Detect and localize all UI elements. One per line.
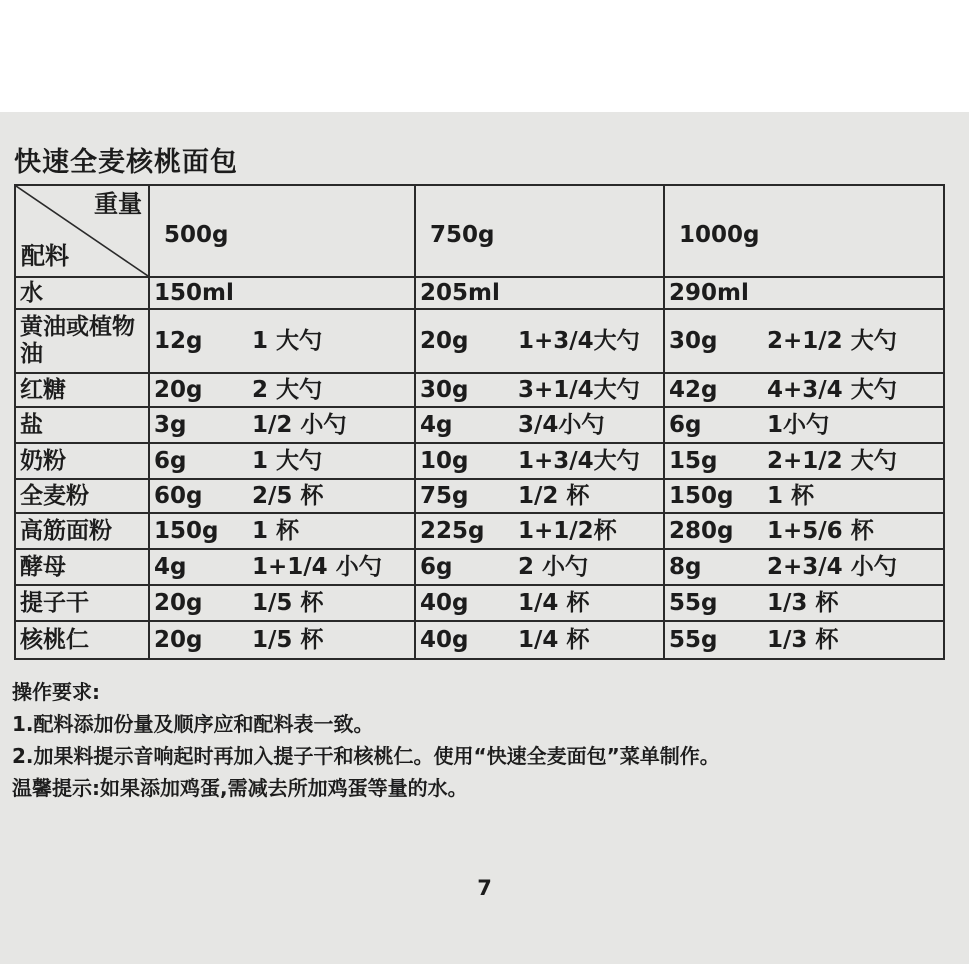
measure: 2+1/2 大勺 bbox=[767, 447, 897, 474]
table-row bbox=[15, 443, 944, 479]
measure: 1 杯 bbox=[252, 517, 300, 544]
amount: 20g bbox=[154, 626, 203, 653]
amount-cell-500g bbox=[149, 479, 415, 513]
measure: 2+3/4 小勺 bbox=[767, 553, 897, 580]
measure: 3/4小勺 bbox=[518, 411, 605, 438]
amount-cell-500g bbox=[149, 373, 415, 407]
measure: 1 大勺 bbox=[252, 327, 323, 354]
amount-cell-1000g bbox=[664, 585, 944, 621]
size-header-1000g: 1000g bbox=[664, 185, 944, 277]
table-row bbox=[15, 549, 944, 585]
measure: 1 杯 bbox=[767, 482, 815, 509]
measure: 2 小勺 bbox=[518, 553, 589, 580]
amount: 40g bbox=[420, 626, 469, 653]
amount-cell-1000g bbox=[664, 277, 944, 309]
amount: 20g bbox=[154, 376, 203, 403]
page-number: 7 bbox=[477, 876, 492, 900]
amount: 4g bbox=[154, 553, 187, 580]
amount-cell-1000g bbox=[664, 407, 944, 443]
ingredient-cell: 奶粉 bbox=[15, 443, 149, 479]
measure: 1+3/4大勺 bbox=[518, 327, 640, 354]
ingredient-cell: 提子干 bbox=[15, 585, 149, 621]
amount-cell-1000g bbox=[664, 479, 944, 513]
measure: 2+1/2 大勺 bbox=[767, 327, 897, 354]
amount-cell-750g bbox=[415, 479, 664, 513]
measure: 1/3 杯 bbox=[767, 589, 839, 616]
measure: 1/4 杯 bbox=[518, 626, 590, 653]
table-row bbox=[15, 513, 944, 549]
amount-cell-1000g bbox=[664, 373, 944, 407]
amount: 225g bbox=[420, 517, 485, 544]
table-row bbox=[15, 277, 944, 309]
amount: 4g bbox=[420, 411, 453, 438]
amount-cell-750g bbox=[415, 407, 664, 443]
amount-cell-750g bbox=[415, 309, 664, 373]
size-header-500g: 500g bbox=[149, 185, 415, 277]
amount: 40g bbox=[420, 589, 469, 616]
amount-cell-500g bbox=[149, 621, 415, 659]
amount-cell-500g bbox=[149, 443, 415, 479]
amount-cell-1000g bbox=[664, 549, 944, 585]
measure: 1+5/6 杯 bbox=[767, 517, 874, 544]
ingredient-cell: 高筋面粉 bbox=[15, 513, 149, 549]
measure: 1小勺 bbox=[767, 411, 830, 438]
ingredient-cell: 全麦粉 bbox=[15, 479, 149, 513]
amount: 205ml bbox=[420, 279, 500, 306]
table-row bbox=[15, 621, 944, 659]
weight-header-label: 重量 bbox=[94, 190, 142, 218]
table-row bbox=[15, 309, 944, 373]
measure: 4+3/4 大勺 bbox=[767, 376, 897, 403]
measure: 1/2 小勺 bbox=[252, 411, 347, 438]
amount-cell-750g bbox=[415, 373, 664, 407]
amount: 290ml bbox=[669, 279, 749, 306]
corner-header-cell bbox=[15, 185, 149, 277]
ingredient-cell: 黄油或植物油 bbox=[15, 309, 149, 373]
tip-text: 温馨提示:如果添加鸡蛋,需减去所加鸡蛋等量的水。 bbox=[12, 776, 468, 800]
amount: 30g bbox=[669, 327, 718, 354]
amount: 6g bbox=[420, 553, 453, 580]
amount-cell-500g bbox=[149, 513, 415, 549]
amount: 3g bbox=[154, 411, 187, 438]
amount-cell-500g bbox=[149, 277, 415, 309]
table-header-row bbox=[15, 185, 944, 277]
table-row bbox=[15, 585, 944, 621]
amount: 20g bbox=[420, 327, 469, 354]
measure: 3+1/4大勺 bbox=[518, 376, 640, 403]
recipe-table bbox=[14, 184, 945, 660]
recipe-title: 快速全麦核桃面包 bbox=[14, 147, 238, 178]
amount-cell-500g bbox=[149, 549, 415, 585]
amount: 150g bbox=[669, 482, 734, 509]
measure: 2 大勺 bbox=[252, 376, 323, 403]
instructions-heading: 操作要求: bbox=[12, 680, 100, 704]
table-row bbox=[15, 373, 944, 407]
measure: 1/4 杯 bbox=[518, 589, 590, 616]
measure: 2/5 杯 bbox=[252, 482, 324, 509]
instruction-item: 1.配料添加份量及顺序应和配料表一致。 bbox=[12, 712, 374, 736]
amount-cell-500g bbox=[149, 585, 415, 621]
amount-cell-750g bbox=[415, 513, 664, 549]
ingredient-cell: 红糖 bbox=[15, 373, 149, 407]
amount-cell-1000g bbox=[664, 309, 944, 373]
amount-cell-750g bbox=[415, 585, 664, 621]
amount: 55g bbox=[669, 626, 718, 653]
amount-cell-750g bbox=[415, 621, 664, 659]
measure: 1/2 杯 bbox=[518, 482, 590, 509]
amount: 6g bbox=[154, 447, 187, 474]
measure: 1+1/2杯 bbox=[518, 517, 617, 544]
measure: 1/5 杯 bbox=[252, 589, 324, 616]
amount: 30g bbox=[420, 376, 469, 403]
amount: 60g bbox=[154, 482, 203, 509]
amount-cell-500g bbox=[149, 407, 415, 443]
amount: 75g bbox=[420, 482, 469, 509]
amount: 12g bbox=[154, 327, 203, 354]
amount: 150ml bbox=[154, 279, 234, 306]
ingredient-cell: 酵母 bbox=[15, 549, 149, 585]
measure: 1+1/4 小勺 bbox=[252, 553, 382, 580]
measure: 1 大勺 bbox=[252, 447, 323, 474]
ingredient-cell: 水 bbox=[15, 277, 149, 309]
amount: 10g bbox=[420, 447, 469, 474]
table-row bbox=[15, 479, 944, 513]
ingredient-cell: 核桃仁 bbox=[15, 621, 149, 659]
amount-cell-750g bbox=[415, 277, 664, 309]
amount-cell-500g bbox=[149, 309, 415, 373]
measure: 1/3 杯 bbox=[767, 626, 839, 653]
amount: 15g bbox=[669, 447, 718, 474]
table-row bbox=[15, 407, 944, 443]
amount-cell-1000g bbox=[664, 513, 944, 549]
instruction-item: 2.加果料提示音响起时再加入提子干和核桃仁。使用“快速全麦面包”菜单制作。 bbox=[12, 744, 720, 768]
amount-cell-1000g bbox=[664, 621, 944, 659]
amount: 280g bbox=[669, 517, 734, 544]
amount: 20g bbox=[154, 589, 203, 616]
amount: 42g bbox=[669, 376, 718, 403]
amount-cell-1000g bbox=[664, 443, 944, 479]
measure: 1+3/4大勺 bbox=[518, 447, 640, 474]
amount: 6g bbox=[669, 411, 702, 438]
measure: 1/5 杯 bbox=[252, 626, 324, 653]
amount: 150g bbox=[154, 517, 219, 544]
amount-cell-750g bbox=[415, 443, 664, 479]
amount: 8g bbox=[669, 553, 702, 580]
ingredient-header-label: 配料 bbox=[21, 242, 69, 270]
ingredient-cell: 盐 bbox=[15, 407, 149, 443]
instructions-section bbox=[12, 676, 720, 804]
amount-cell-750g bbox=[415, 549, 664, 585]
amount: 55g bbox=[669, 589, 718, 616]
size-header-750g: 750g bbox=[415, 185, 664, 277]
